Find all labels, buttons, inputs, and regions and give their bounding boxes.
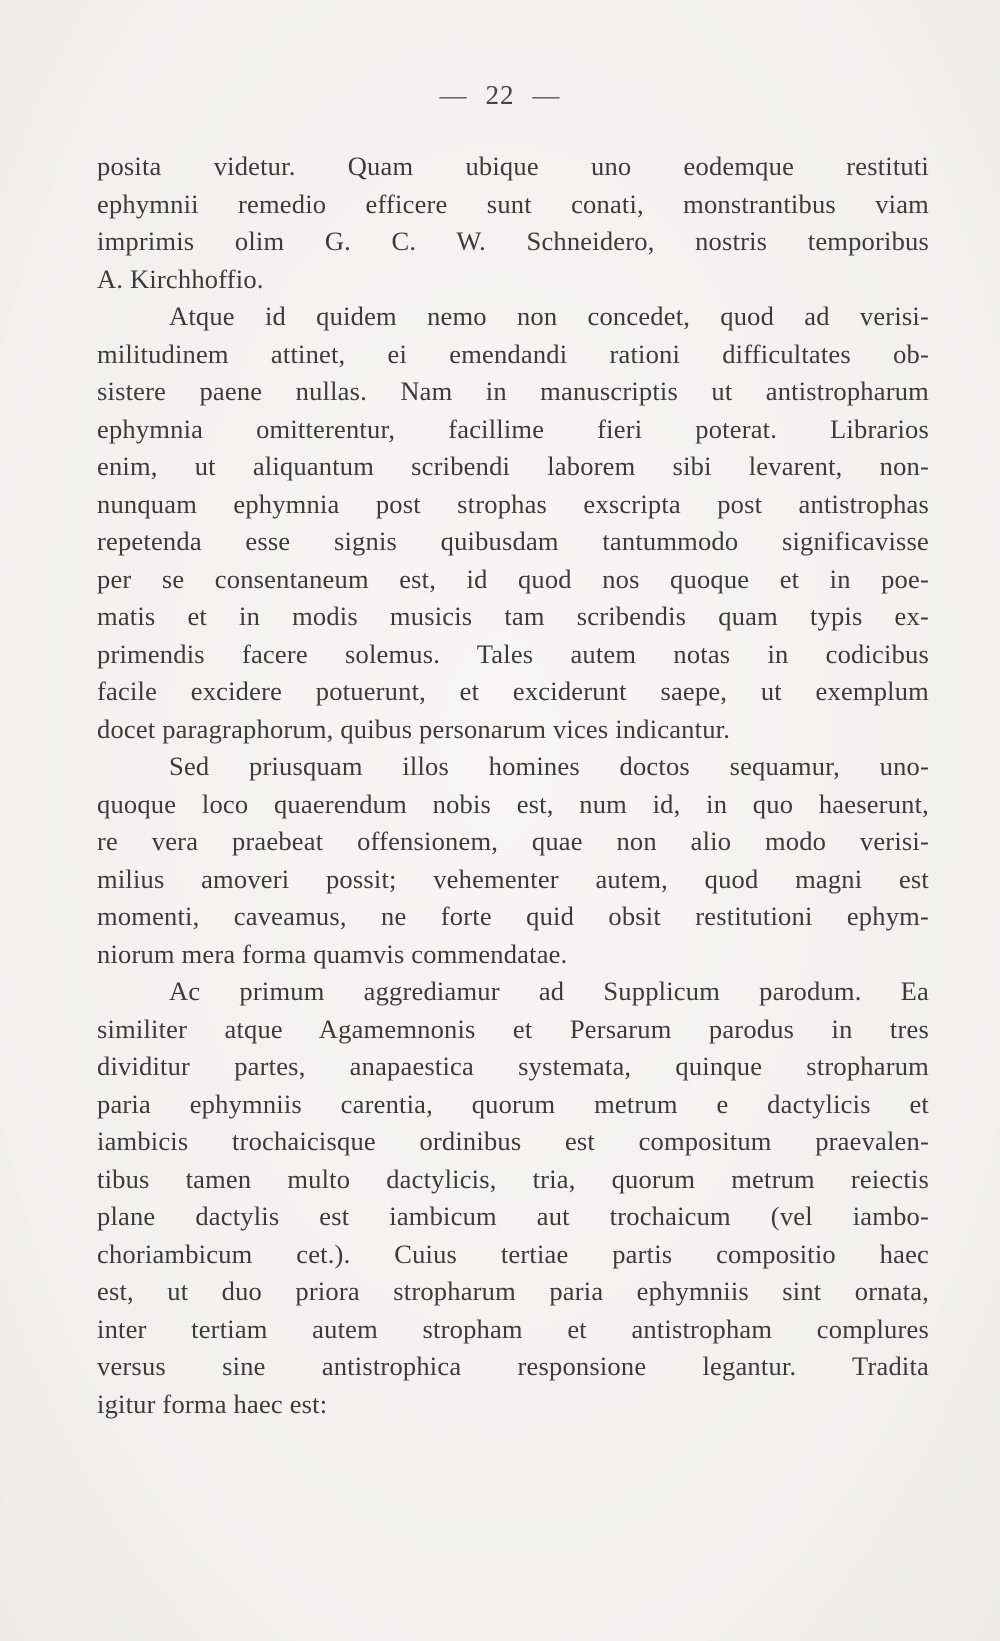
text-line: dividitur partes, anapaestica systemata, quinque stropharum [97, 1051, 929, 1081]
text-line: momenti, caveamus, ne forte quid obsit restitutioni ephym- [97, 901, 929, 931]
page-number-dash-left: — [439, 80, 468, 110]
page-number-header [0, 80, 1000, 111]
body-text [97, 148, 929, 1423]
text-line: militudinem attinet, ei emendandi rationi difficultates ob- [97, 338, 929, 369]
text-line: Atque id quidem nemo non concedet, quod ad verisi- [169, 301, 929, 331]
text-line: Sed priusquam illos homines doctos sequamur, uno- [169, 751, 929, 781]
text-line: facile excidere potuerunt, et exciderunt saepe, ut exemplum [97, 676, 929, 706]
text-line: inter tertiam autem stropham et antistropham complures [97, 1313, 929, 1344]
text-line: igitur forma haec est: [97, 1388, 328, 1419]
text-line: enim, ut aliquantum scribendi laborem sibi levarent, non- [97, 451, 929, 481]
text-line: ephymnia omitterentur, facillime fieri poterat. Librarios [97, 413, 929, 444]
text-line: versus sine antistrophica responsione legantur. Tradita [97, 1351, 929, 1381]
text-line: repetenda esse signis quibusdam tantummodo significavisse [97, 526, 929, 556]
text-line: paria ephymniis carentia, quorum metrum e dactylicis et [97, 1088, 929, 1119]
text-line: docet paragraphorum, quibus personarum vices indicantur. [97, 713, 731, 744]
text-line: tibus tamen multo dactylicis, tria, quorum metrum reiectis [97, 1163, 929, 1194]
text-line: A. Kirchhoffio. [97, 263, 264, 294]
text-line: ephymnii remedio efficere sunt conati, monstrantibus viam [97, 188, 929, 219]
text-line: imprimis olim G. C. W. Schneidero, nostris temporibus [97, 226, 929, 256]
text-line: posita videtur. Quam ubique uno eodemque restituti [97, 151, 929, 181]
page-number-dash-right: — [532, 80, 561, 110]
text-line: matis et in modis musicis tam scribendis quam typis ex- [97, 601, 929, 631]
text-line: quoque loco quaerendum nobis est, num id, in quo haeserunt, [97, 788, 929, 819]
text-line: per se consentaneum est, id quod nos quoque et in poe- [97, 563, 929, 594]
text-line: similiter atque Agamemnonis et Persarum parodus in tres [97, 1013, 929, 1044]
text-line: plane dactylis est iambicum aut trochaicum (vel iambo- [97, 1201, 929, 1231]
text-line: sistere paene nullas. Nam in manuscriptis ut antistropharum [97, 376, 929, 406]
text-line: primendis facere solemus. Tales autem notas in codicibus [97, 638, 929, 669]
text-line: nunquam ephymnia post strophas exscripta post antistrophas [97, 488, 929, 519]
page-number: 22 [485, 80, 515, 110]
text-line: Ac primum aggrediamur ad Supplicum parodum. Ea [169, 976, 929, 1006]
text-line: choriambicum cet.). Cuius tertiae partis compositio haec [97, 1238, 929, 1269]
text-line: iambicis trochaicisque ordinibus est compositum praevalen- [97, 1126, 929, 1156]
text-line: milius amoveri possit; vehementer autem, quod magni est [97, 863, 929, 894]
text-line: est, ut duo priora stropharum paria ephymniis sint ornata, [97, 1276, 929, 1306]
text-line: niorum mera forma quamvis commendatae. [97, 938, 568, 969]
text-line: re vera praebeat offensionem, quae non alio modo verisi- [97, 826, 929, 856]
